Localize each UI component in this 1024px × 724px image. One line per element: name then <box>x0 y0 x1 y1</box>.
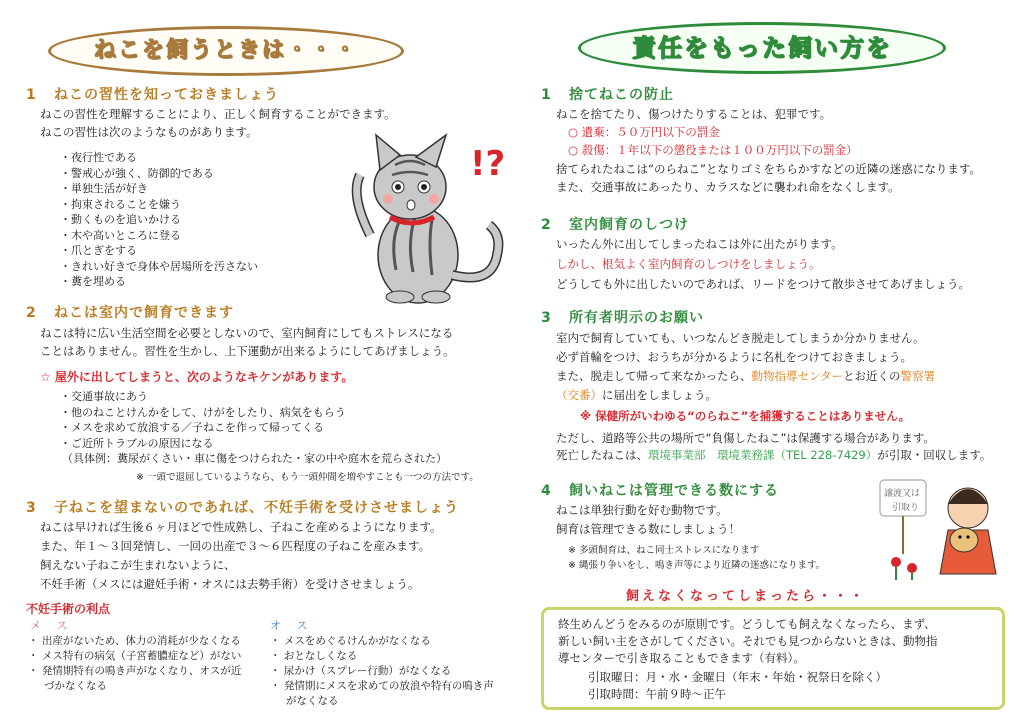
list-item: ・ 爪とぎをする <box>60 243 258 259</box>
svg-text:!?: !? <box>470 144 506 184</box>
right-s3-p1: 室内で飼育していても、いつなんどき脱走してしまうか分かりません。 <box>556 331 925 345</box>
territory-note: ※ 縄張り争いをし、鳴き声等により近隣の迷惑になります。 <box>568 560 826 571</box>
outside-danger-list <box>60 389 346 451</box>
no-capture-note: ※ 保健所がいわゆる“のらねこ”を捕獲することはありません。 <box>580 409 910 423</box>
list-item: がなくなる <box>286 695 339 707</box>
adoption-sign-line1: 譲渡又は <box>884 489 921 499</box>
right-s3-p4: （交番）に届出をしましょう。 <box>556 388 717 402</box>
male-label: オ ス <box>270 619 314 632</box>
list-item: ・ 拘束されることを嫌う <box>60 197 258 213</box>
left-s2-p2: ことはありません。習性を生かし、上下運動が出来るようにしてあげましょう。 <box>40 344 455 358</box>
left-s1-intro2: ねこの習性は次のようなものがあります。 <box>40 125 258 139</box>
list-item: ・ ご近所トラブルの原因になる <box>60 436 346 452</box>
section-heading-2-left: 2 ねこは室内で飼育できます <box>26 305 234 321</box>
list-item: ・ 警戒心が強く、防御的である <box>60 166 258 182</box>
pickup-hours: 引取時間：午前９時～正午 <box>588 687 726 701</box>
list-item: づかなくなる <box>44 680 107 692</box>
list-item: ・ 尿かけ（スプレー行動）がなくなる <box>270 665 452 677</box>
male-benefits <box>270 634 494 709</box>
girl-with-cat-illustration <box>876 474 1008 582</box>
right-s1-p3: また、交通事故にあったり、カラスなどに襲われ命をなくします。 <box>556 180 900 194</box>
box-line-2: 新しい飼い主をさがしてください。それでも見つからないときは、動物指 <box>558 634 938 648</box>
right-s1-p1: ねこを捨てたり、傷つけたりすることは、犯罪です。 <box>556 107 832 121</box>
list-item: ・ 交通事故にあう <box>60 389 346 405</box>
outside-danger-heading: ☆ 屋外に出してしまうと、次のようなキケンがあります。 <box>40 370 354 384</box>
list-item: ・ 単独生活が好き <box>60 181 258 197</box>
left-s3-line3: 飼えない子ねこが生まれないように、 <box>40 558 236 572</box>
left-s3-line1: ねこは早ければ生後６ヶ月ほどで性成熟し、子ねこを産めるようになります。 <box>40 520 442 534</box>
right-s3-p6: 死亡したねこは、環境事業部 環境業務課（TEL 228-7429）が引取・回収します。 <box>556 448 992 462</box>
list-item: ・ 発情期特有の鳴き声がなくなり、オスが近 <box>28 665 242 677</box>
right-s4-p1: ねこは単独行動を好む動物です。 <box>556 503 728 517</box>
right-title-banner <box>578 22 946 74</box>
right-s3-p3: また、脱走して帰って来なかったら、動物指導センターとお近くの警察署 <box>556 369 936 383</box>
penalty-injury: ○ 殺傷：１年以下の懲役または１００万円以下の罰金） <box>568 143 858 157</box>
right-title: 責任をもった飼い方を <box>632 34 892 62</box>
section-heading-3-left: 3 子ねこを望まないのであれば、不妊手術を受けさせましょう <box>26 500 459 516</box>
list-item: ・ メスを求めて放浪する／子ねこを作って帰ってくる <box>60 420 346 436</box>
companion-note: ※ 一頭で退屈しているようなら、もう一頭仲間を増やすことも一つの方法です。 <box>136 472 479 483</box>
list-item: ・ 出産がないため、体力の消耗が少なくなる <box>28 635 241 647</box>
list-item: ・ 動くものを追いかける <box>60 212 258 228</box>
adoption-sign-line2: 引取り <box>892 503 920 513</box>
list-item: ・ 木や高いところに登る <box>60 228 258 244</box>
female-label: メ ス <box>30 619 74 632</box>
pickup-days: 引取曜日：月・水・金曜日（年末・年始・祝祭日を除く） <box>588 670 887 684</box>
box-line-1: 終生めんどうをみるのが原則です。どうしても飼えなくなったら、まず、 <box>558 617 936 631</box>
list-item: ・ 発情期にメスを求めての放浪や特有の鳴き声 <box>270 680 494 692</box>
right-s2-p1: いったん外に出してしまったねこは外に出たがります。 <box>556 237 843 251</box>
unable-to-keep-box <box>541 607 1005 710</box>
right-s3-p5: ただし、道路等公共の場所で“負傷したねこ”は保護する場合があります。 <box>556 431 935 445</box>
cat-illustration <box>340 125 515 305</box>
right-s4-p2: 飼育は管理できる数にしましょう！ <box>556 522 740 536</box>
right-s1-p2: 捨てられたねこは“のらねこ”となりゴミをちらかすなどの近隣の迷惑になります。 <box>556 162 981 176</box>
left-s1-intro1: ねこの習性を理解することにより、正しく飼育することができます。 <box>40 107 396 121</box>
list-item: ・ 夜行性である <box>60 150 258 166</box>
right-s2-p3: どうしても外に出したいのであれば、リードをつけて散歩させてあげましょう。 <box>556 277 970 291</box>
left-title-banner <box>48 26 404 76</box>
section-heading-3-right: 3 所有者明示のお願い <box>541 310 704 326</box>
penalty-abandon: ○ 遺棄：５０万円以下の罰金 <box>568 125 720 139</box>
female-benefits <box>28 634 241 694</box>
trouble-example: （具体例：糞尿がくさい・車に傷をつけられた・家の中や庭木を荒らされた） <box>62 452 447 465</box>
multi-cat-note: ※ 多頭飼育は、ねこ同士ストレスになります <box>568 545 760 556</box>
section-heading-4-right: 4 飼いねこは管理できる数にする <box>541 483 779 499</box>
list-item: ・ メスをめぐるけんかがなくなる <box>270 635 431 647</box>
list-item: ・ きれい好きで身体や居場所を汚さない <box>60 259 258 275</box>
section-heading-1-left: 1 ねこの習性を知っておきましょう <box>26 87 279 103</box>
unable-to-keep-title: 飼えなくなってしまったら・・・ <box>626 589 867 604</box>
list-item: ・ 他のねことけんかをして、けがをしたり、病気をもらう <box>60 405 346 421</box>
right-s3-p2: 必ず首輪をつけ、おうちが分かるように名札をつけておきましょう。 <box>556 350 913 364</box>
cat-habits-list <box>60 150 258 290</box>
section-heading-2-right: 2 室内飼育のしつけ <box>541 217 689 233</box>
left-s3-line4: 不妊手術（メスには避妊手術・オスには去勢手術）を受けさせましょう。 <box>40 577 420 591</box>
benefit-title: 不妊手術の利点 <box>26 602 111 616</box>
list-item: ・ 糞を埋める <box>60 274 258 290</box>
right-s2-p2: しかし、根気よく室内飼育のしつけをしましょう。 <box>556 257 821 271</box>
list-item: ・ メス特有の病気（子宮蓄膿症など）がない <box>28 650 242 662</box>
list-item: ・ おとなしくなる <box>270 650 358 662</box>
left-s3-line2: また、年１～３回発情し、一回の出産で３～６匹程度の子ねこを産みます。 <box>40 539 431 553</box>
left-title: ねこを飼うときは・・・ <box>93 38 358 63</box>
left-s2-p1: ねこは特に広い生活空間を必要としないので、室内飼育にしてもストレスになる <box>40 326 454 340</box>
box-line-3: 導センターで引き取ることもできます（有料）。 <box>558 651 805 665</box>
section-heading-1-right: 1 捨てねこの防止 <box>541 87 674 103</box>
